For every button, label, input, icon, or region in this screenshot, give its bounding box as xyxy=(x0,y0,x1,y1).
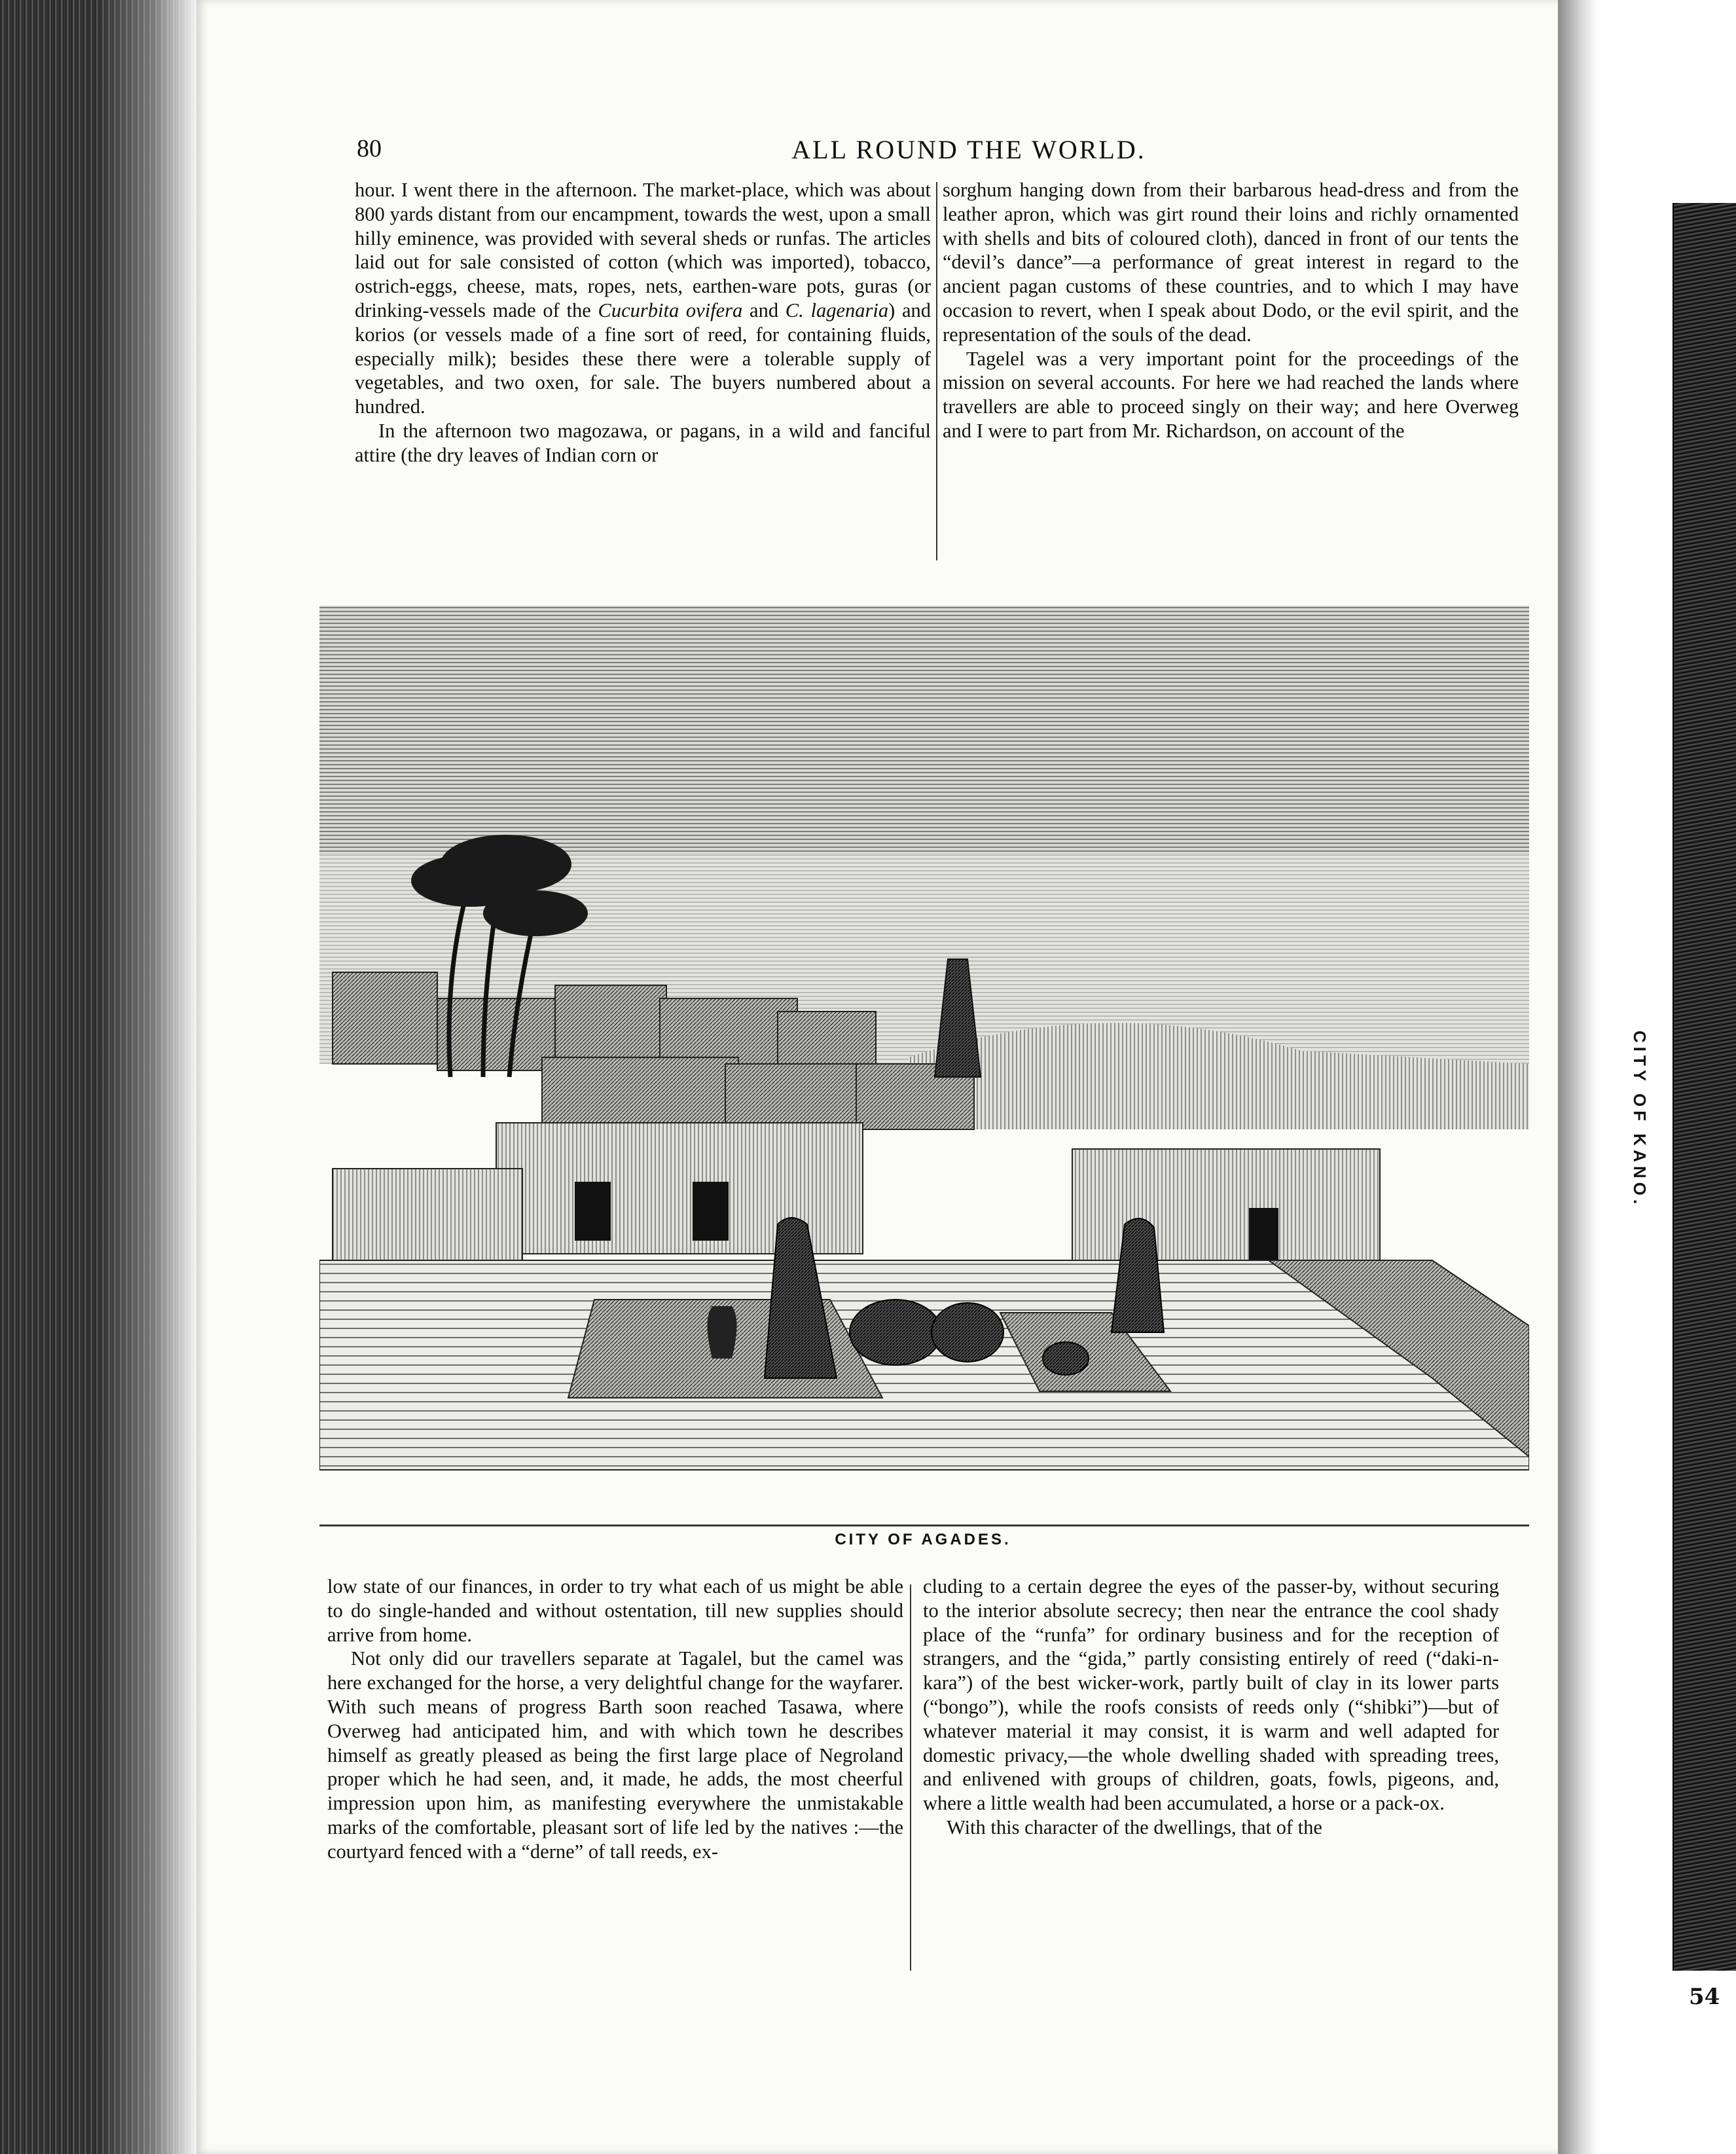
engraving-city-of-agades xyxy=(319,606,1529,1529)
paragraph: Not only did our travellers separate at Tagalel, but the camel was here exchanged for the horse, a very delightful change for the wayfarer. With such means of progress Barth soon reached Tasawa, where Overweg had anticipated him, and with which town he describes himself as greatly pleased as being the first large place of Negroland proper which he had seen, and, it made, he adds, the most cheerful impression upon him, as manifesting everywhere the unmistakable marks of the comfortable, pleasant sort of life led by the natives :—the courtyard fenced with a “derne” of tall reeds, ex- xyxy=(327,1647,903,1863)
facing-page-number: 54 xyxy=(1689,1984,1720,2010)
facing-page-illustration xyxy=(1673,203,1736,1971)
book-edge xyxy=(0,0,196,2154)
page-number: 80 xyxy=(357,135,382,162)
running-title: ALL ROUND THE WORLD. xyxy=(791,135,1146,164)
paragraph: With this character of the dwellings, that of the xyxy=(947,1816,1322,1838)
paragraph: Tagelel was a very important point for the proceedings of the mission on several accounts. For here we had reached the lands where travellers are able to proceed singly on their way; and here Overweg and I were to part from Mr. Richardson, on account of the xyxy=(943,347,1519,442)
column-rule xyxy=(936,182,937,560)
paragraph: cluding to a certain degree the eyes of the passer-by, without securing to the interior absolute secrecy; then near the entrance the cool shady place of the “runfa” for ordinary business and for the reception of strangers, and the “gida,” partly consisting entirely of reed (“daki-n-kara”) of the best wicker-work, partly built of clay in its lower parts (“bongo”), while the roofs consists of reeds only (“shibki”)—but of whatever material it may consist, it is warm and well adapted for domestic privacy,—the whole dwelling shaded with spreading trees, and enlivened with groups of children, goats, fowls, pigeons, and, where a little wealth had been accumulated, a horse or a pack-ox. xyxy=(923,1575,1499,1815)
paragraph: hour. I went there in the afternoon. The market-place, which was about 800 yards distant from our encampment, towards the west, upon a small hilly eminence, was provided with several sheds or runfas. The articles laid out for sale consisted of cotton (which was imported), tobacco, ostrich-eggs, cheese, mats, ropes, nets, earthen-ware pots, guras (or drinking-vessels made of the Cucurbita ovifera and C. lagenaria) and korios (or vessels made of a fine sort of reed, for containing fluids, especially milk); besides these there were a tolerable supply of vegetables, and two oxen, for sale. The buyers numbered about a hundred. xyxy=(355,179,931,418)
column-top-right xyxy=(943,178,1519,443)
paragraph: In the afternoon two magozawa, or pagans, in a wild and fanciful attire (the dry leaves of Indian corn or xyxy=(355,419,931,466)
column-top-left xyxy=(355,178,931,467)
column-bottom-right xyxy=(923,1575,1499,1840)
paragraph: sorghum hanging down from their barbarous head-dress and from the leather apron, which was girt round their loins and richly ornamented with shells and bits of coloured cloth), danced in front of our tents the “devil’s dance”—a performance of great interest in regard to the ancient pagan customs of these countries, and to which I may have occasion to revert, when I speak about Dodo, or the evil spirit, and the representation of the souls of the dead. xyxy=(943,179,1519,346)
column-rule xyxy=(910,1584,911,1971)
column-bottom-left xyxy=(327,1575,903,1864)
paragraph: low state of our finances, in order to try what each of us might be able to do single-handed and without ostentation, till new supplies should arrive from home. xyxy=(327,1575,903,1646)
facing-page-caption: CITY OF KANO. xyxy=(1630,1031,1650,1209)
illustration-caption: CITY OF AGADES. xyxy=(835,1531,1011,1548)
